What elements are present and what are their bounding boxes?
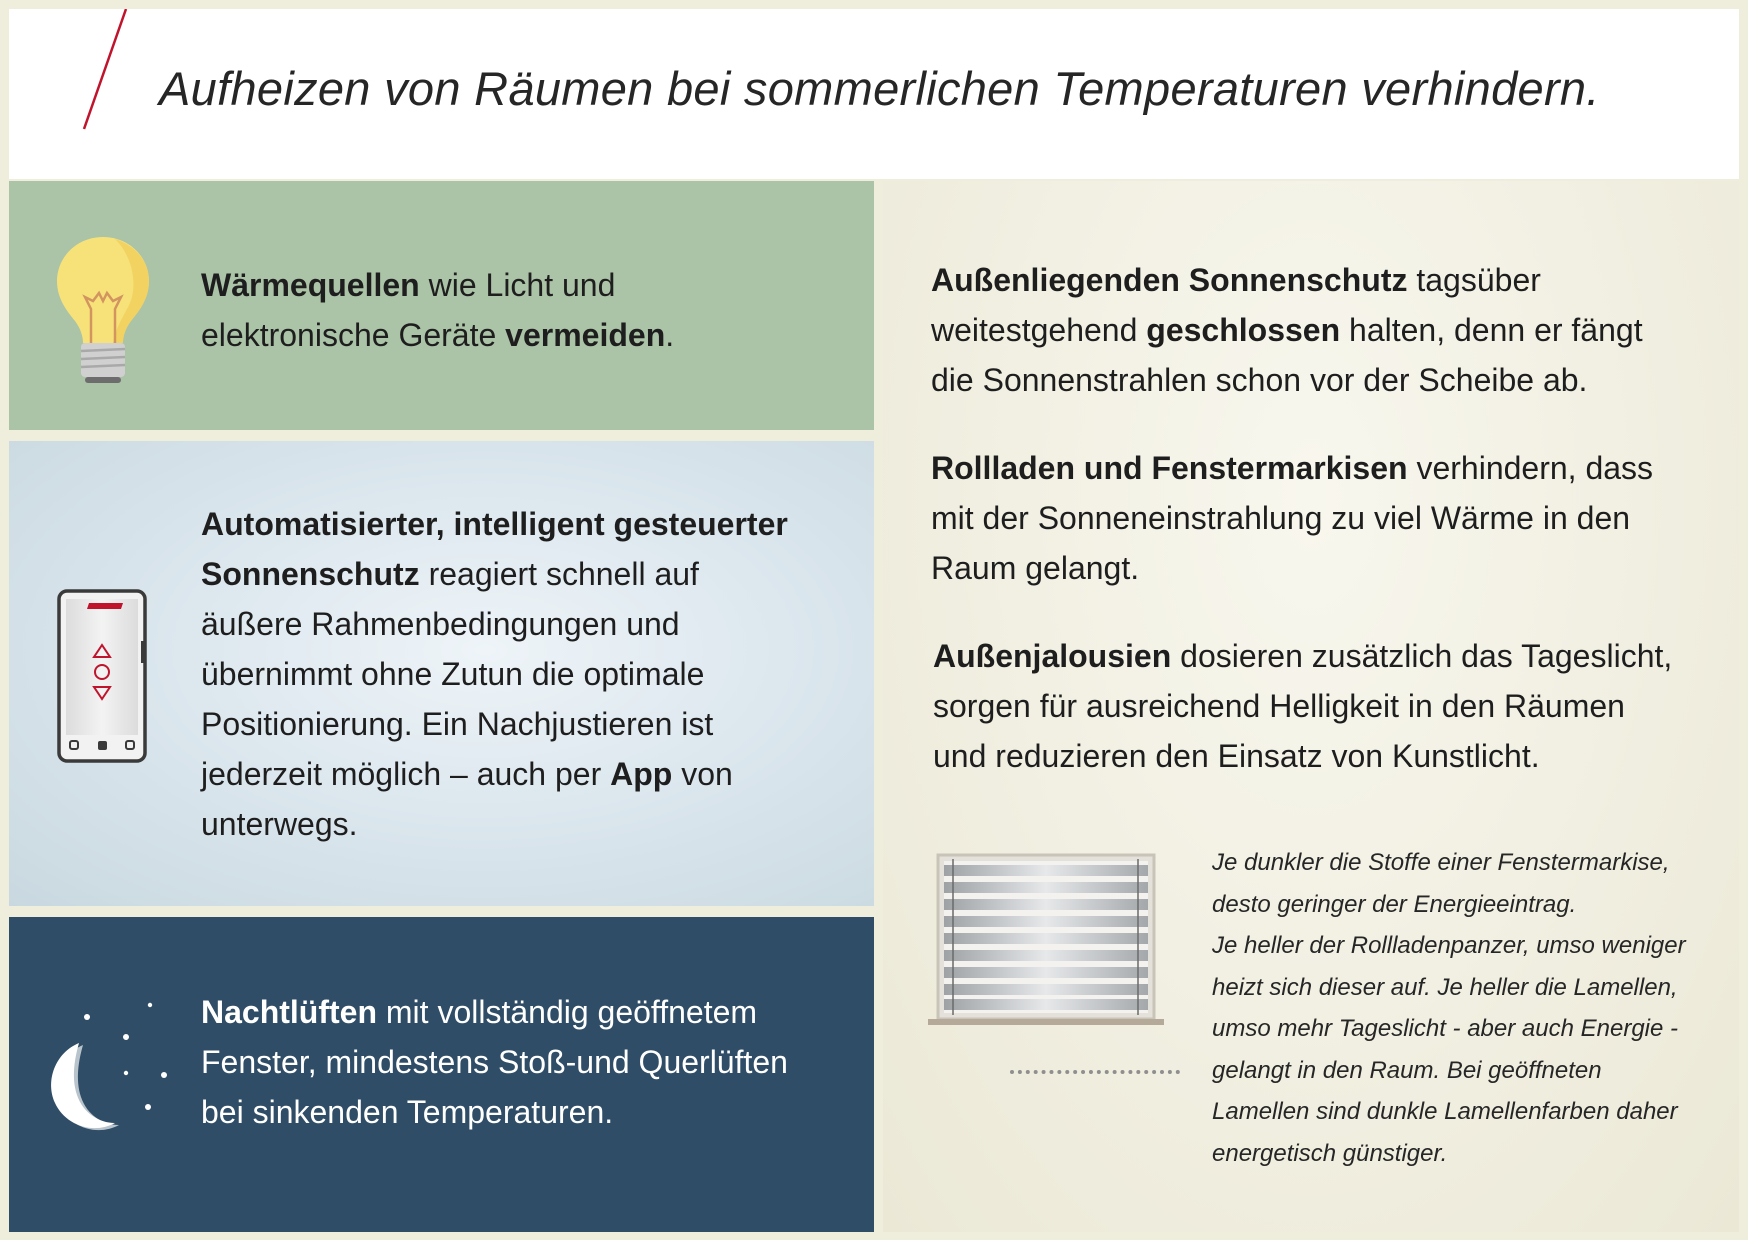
note-line: energetisch günstiger.: [1212, 1139, 1448, 1167]
panel-automation: [9, 441, 874, 906]
note-line: gelangt in den Raum. Bei geöffneten: [1212, 1056, 1602, 1084]
light-bulb-icon: [53, 233, 153, 393]
emphasis-text: Rollladen und Fenstermarkisen: [931, 450, 1408, 486]
paragraph-external-blinds: Außenjalousien dosieren zusätzlich das Tageslicht, sorgen für ausreichend Helligkeit in den Räumen und reduzieren den Einsatz von Kunstlicht.: [933, 638, 1673, 774]
note-line: umso mehr Tageslicht - aber auch Energie -: [1212, 1015, 1679, 1042]
emphasis-text: Automatisierter, intelligent gesteuerter: [201, 506, 788, 542]
note-line: Lamellen sind dunkle Lamellenfarben daher: [1212, 1098, 1678, 1125]
blinds-note: [1212, 842, 1732, 1174]
paragraph-shutters-awnings: Rollladen und Fenstermarkisen verhindern, dass mit der Sonneneinstrahlung zu viel Wärme in den Raum gelangt.: [931, 450, 1654, 586]
smartphone-icon: [55, 587, 155, 767]
emphasis-text: Außenjalousien: [933, 638, 1172, 674]
window-blinds-icon: [928, 853, 1168, 1033]
dotted-leader: [1010, 1070, 1180, 1074]
note-line: Je heller der Rollladenpanzer, umso weniger: [1212, 932, 1686, 959]
header: [9, 9, 1739, 179]
note-line: Je dunkler die Stoffe einer Fenstermarkise,: [1212, 849, 1670, 876]
night-ventilation-text: Nachtlüften mit vollständig geöffnetem Fenster, mindestens Stoß-und Querlüften bei sinkenden Temperaturen.: [201, 994, 788, 1130]
sun-protection-column: [883, 181, 1739, 1232]
emphasis-text: Nachtlüften: [201, 994, 377, 1030]
panel-night-ventilation: [9, 917, 874, 1232]
emphasis-text: geschlossen: [1146, 312, 1341, 348]
heat-sources-text: Wärmequellen wie Licht und elektronische Geräte vermeiden.: [201, 267, 675, 353]
emphasis-text: App: [610, 756, 673, 792]
emphasis-text: Außenliegenden Sonnenschutz: [931, 262, 1408, 298]
paragraph-external-sun-protection: Außenliegenden Sonnenschutz tagsüber weitestgehend geschlossen halten, denn er fängt die Sonnenstrahlen schon vor der Scheibe ab.: [931, 262, 1643, 398]
emphasis-text: vermeiden: [505, 317, 666, 353]
emphasis-text: Wärmequellen: [201, 267, 420, 303]
note-line: desto geringer der Energieeintrag.: [1212, 890, 1577, 918]
emphasis-text: Sonnenschutz: [201, 556, 420, 592]
page-title: Aufheizen von Räumen bei sommerlichen Temperaturen verhindern.: [159, 62, 1600, 115]
note-line: heizt sich dieser auf. Je heller die Lamellen,: [1212, 973, 1678, 1001]
moon-stars-icon: [43, 997, 183, 1147]
panel-heat-sources: [9, 181, 874, 430]
automation-text: Automatisierter, intelligent gesteuerter Sonnenschutz reagiert schnell auf äußere Rahmenbedingungen und übernimmt ohne Zutun die optimale Positionierung. Ein Nachjustieren ist jederzeit möglich – auch per App von unterwegs.: [201, 506, 788, 842]
